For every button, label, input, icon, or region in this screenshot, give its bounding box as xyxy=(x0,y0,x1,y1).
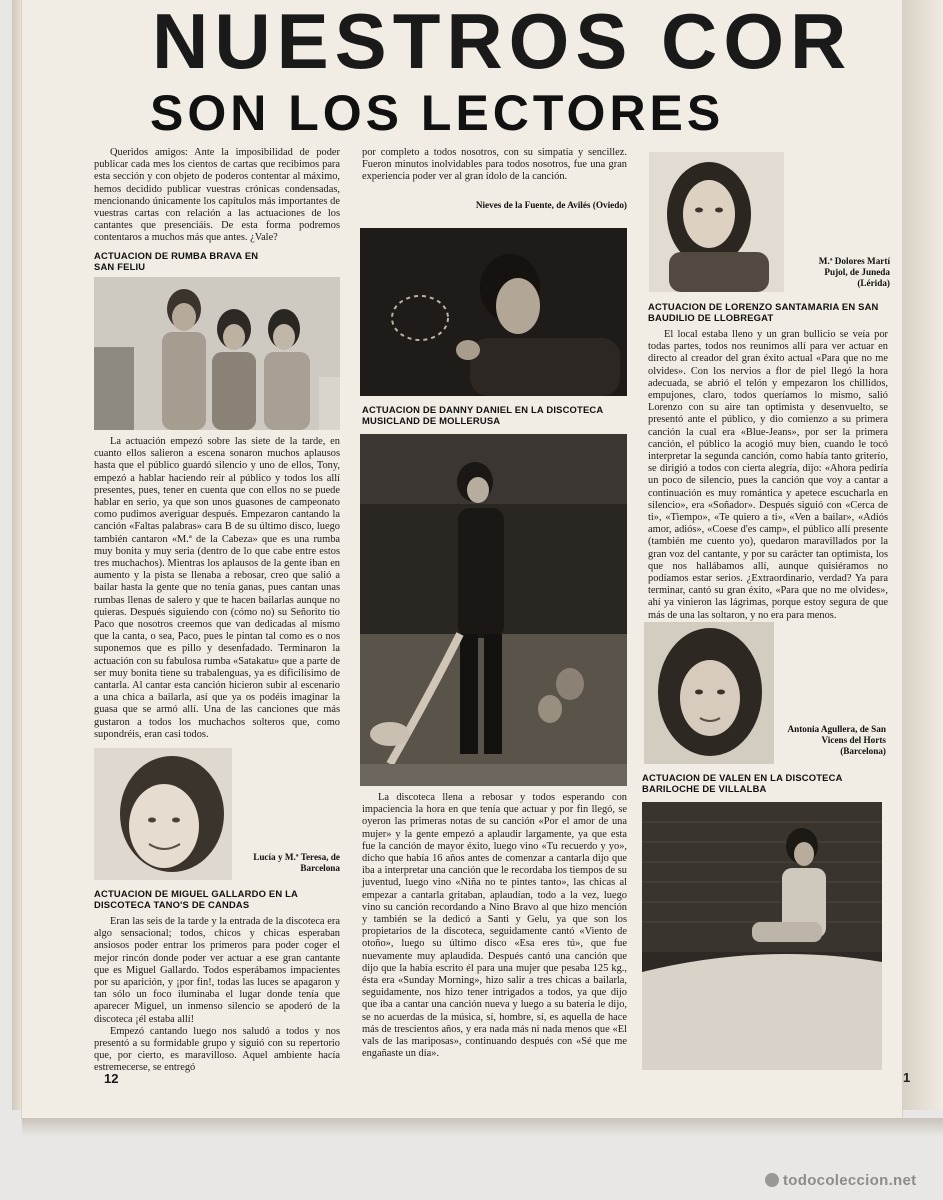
lucia-teresa-photo-art xyxy=(94,748,232,880)
next-page-number: 1 xyxy=(903,1070,911,1085)
page-number: 12 xyxy=(104,1071,119,1086)
watermark-logo-icon xyxy=(765,1173,779,1187)
valen-photo xyxy=(642,802,882,1070)
miguel-gallardo-text xyxy=(94,916,340,1075)
page-subtitle: SON LOS LECTORES xyxy=(150,85,725,141)
dolores-photo-art xyxy=(649,152,784,292)
lucia-teresa-caption: Lucía y M.ª Teresa, de Barcelona xyxy=(253,852,340,873)
lorenzo-santamaria-text xyxy=(648,329,888,622)
danny-daniel-text xyxy=(362,792,627,1060)
dolores-caption: M.ª Dolores Martí Pujol, de Juneda (Lérida) xyxy=(818,256,890,288)
antonia-photo xyxy=(644,622,774,764)
danny-daniel-photo-1-art xyxy=(360,228,627,396)
miguel-gallardo-body: Eran las seis de la tarde y la entrada de la discoteca era algo sensacional; todos, chicos y chicas esperaban ansiosos poder entrar los primeros para poder coger el mejor rincón donde poder ver actuar a ese gran cantante que es Miguel Gallardo. Todos esperábamos impacientes por su aparición, y ¡por fin!, todas las luces se apagaron y tan sólo un foco iluminaba el lugar donde tenía que aparecer Miguel, un inmenso silencio se apoderó de la discoteca ¡él estaba allí! xyxy=(94,916,340,1025)
magazine-page xyxy=(22,0,902,1118)
rumba-brava-body: La actuación empezó sobre las siete de la tarde, en cuanto ellos salieron a escena sonaron muchos aplausos hasta que el público guardó silencio y uno de ellos, Tony, empezó a hablar haciendo reír al público y todos los allí presentes, pues, tener en cuenta que con ellos no se puede hablar en serio, ya que son unos guasones de campeonato como pudimos averiguar después. Empezaron cantando la canción «Faltas palabras» cara B de su último disco, luego también cantaron «M.ª de la Cabeza» que es una rumba muy bonita y muy seria (dentro de lo que cabe entre estos tres muchachos). Mientras los aplausos de la gente iban en aumento y la pista se llenaba a rebosar, creo que salió a bailar hasta la gente que no tenía ganas, pues cantan unas rumbas llenas de salero y que te hacen bailarlas aunque no quieras. Después siguiendo con (cómo no) su Señorito tío Paco que nosotros creemos que van dedicadas al mismo que la canta, o sea, Paco, pues le pintan tal como es o nos suponemos que es pillo y desenfadado. Terminaron la actuación con su fabulosa rumba «Satakatu» que a parte de ser muy bonita tiene su trabalenguas, ya es dificilísimo de cantarla. Al cantar esta canción hicieron subir al escenario a una chica a bailarla, así que ya os podéis imaginar la guasa que se armó allí. Una de las canciones que más gustaron a todos los muchachos solteros que, como supondréis, eran casi todos. xyxy=(94,436,340,740)
intro-text xyxy=(94,147,340,245)
danny-daniel-photo-2 xyxy=(360,434,627,786)
intro-paragraph: Queridos amigos: Ante la imposibilidad de poder publicar cada mes los cientos de cartas que recibimos para esta sección y con objeto de poderos contentar al máximo, hemos decidido publicar vuestras crónicas condensadas, mencionando únicamente los capítulos más importantes de vuestras cartas con relación a las actuaciones de los cantantes que presenciáis. De esta forma podremos contentaros a muchos más que antes. ¿Vale? xyxy=(94,147,340,244)
lorenzo-santamaria-body: El local estaba lleno y un gran bullicio se veía por todas partes, todos nos reunimos allí para ver actuar en directo al creador del gran éxito actual «Para que no me olvides». Con los nervios a flor de piel llegó la hora adecuada, se abrió el telón y empezaron los chillidos, empujones, claro, todos queríamos lo mismo, salió Lorenzo con su aire tan optimista y desenvuelto, se presentó ante el público, y dio comienzo a su primera canción la cual era «Blue-Jeans», por ser la primera canción, el público la acogió muy bien, cuando le tocó interpretar la segunda canción, como había tanto griterío, se dirigió a todos con cierta alegría, dijo: «Ahora pediría un poco de silencio, pues la canción que voy a cantar a continuación es muy romántica y apetece escucharla en silencio», era «Soñador». Después siguió con «Cerca de ti», «Tiempo», «Te quiero a ti», «Ven a bailar», «Adiós amor, adiós», «Coese d'es camp», el público allí presente (también me cuento yo), quedaron maravillados por la gran voz del cantante, y por su carácter tan optimista, los que nos hallábamos allí, aunque quisiéramos no podíamos estar serios. ¿Extraordinario, verdad? Ya para terminar, cantó su gran éxito, «Para que no me olvides», ahí ya vinieron las lágrimas, porque estoy segura de que más de una las soltaron, y no era para menos. xyxy=(648,329,888,621)
watermark xyxy=(765,1172,916,1189)
rumba-brava-photo xyxy=(94,277,340,430)
page-bottom-shadow xyxy=(22,1118,943,1136)
lucia-teresa-photo xyxy=(94,748,232,880)
danny-daniel-photo-2-art xyxy=(360,434,627,786)
antonia-photo-art xyxy=(644,622,774,764)
danny-daniel-body: La discoteca llena a rebosar y todos esperando con impaciencia la hora en que tenía que actuar y por fin llegó, se oyeron las primeras notas de su canción «Por el amor de una mujer» y la gente empezó a aplaudir largamente, ya que esta fue la canción de mayor éxito, luego vino «Tu recuerdo y yo», dicho que había 16 años antes de comenzar a cantarla dijo que iba a interpretar una canción que le recordaba los tiempos de su juventud, luego vino «Niña no te pintes tanto», las chicas al empezar a cantarla gritaban, aplaudían, todo a la vez, luego vino su canción recordando a Nino Bravo al que hizo mención y también se la dedicó a Santi y Gelu, ya que son los propietarios de la discoteca, seguidamente cantó «Viento de otoño», luego su último disco «Esa eres tú», que fue nuevamente muy aplaudida. Después cantó una canción que dijo que la había escrito él para una mujer que pesaba 125 kg., ésta era «Sunday Morning», hizo salir a tres chicas a bailarla, seguidamente, nos hizo tener intrigados a todos, ya que dijo que iba a cantar una canción nueva y luego a su batería le dijo, se no acuerdas de la música, sí, hombre, sí, es aquella de hace más de trescientos años, y era nada más ni nada menos que «El vals de las mariposas», continuando después con «Sé que me engañaste un día». xyxy=(362,792,627,1060)
lorenzo-santamaria-headline: ACTUACION DE LORENZO SANTAMARIA EN SAN BAUDILIO DE LLOBREGAT xyxy=(648,301,879,323)
miguel-gallardo-body-2: Empezó cantando luego nos saludó a todos y nos presentó a su formidable grupo y siguió con su repertorio que, por cierto, es maravilloso. Aquel ambiente hacía estremecerse, se entregó xyxy=(94,1025,340,1074)
page-title: NUESTROS COR xyxy=(152,0,853,85)
nieves-signature: Nieves de la Fuente, de Avilés (Oviedo) xyxy=(475,200,627,210)
miguel-gallardo-headline: ACTUACION DE MIGUEL GALLARDO EN LA DISCOTECA TANO'S DE CANDAS xyxy=(94,888,298,910)
danny-intro-text xyxy=(362,147,627,184)
dolores-photo xyxy=(649,152,784,292)
rumba-brava-text xyxy=(94,436,340,741)
danny-daniel-headline: ACTUACION DE DANNY DANIEL EN LA DISCOTECA MUSICLAND DE MOLLERUSA xyxy=(362,404,604,426)
danny-daniel-photo-1 xyxy=(360,228,627,396)
antonia-caption: Antonia Agullera, de San Vicens del Horts (Barcelona) xyxy=(787,724,886,756)
danny-intro: por completo a todos nosotros, con su simpatía y sencillez. Fueron minutos inolvidables para todos nosotros, fue una gran experiencia poder ver al gran ídolo de la canción. xyxy=(362,147,627,183)
next-page-edge xyxy=(902,0,943,1110)
valen-photo-art xyxy=(642,802,882,1070)
valen-headline: ACTUACION DE VALEN EN LA DISCOTECA BARILOCHE DE VILLALBA xyxy=(642,772,843,794)
rumba-brava-headline: ACTUACION DE RUMBA BRAVA EN SAN FELIU xyxy=(94,250,259,272)
rumba-brava-photo-art xyxy=(94,277,340,430)
watermark-text: todocoleccion.net xyxy=(783,1172,917,1189)
